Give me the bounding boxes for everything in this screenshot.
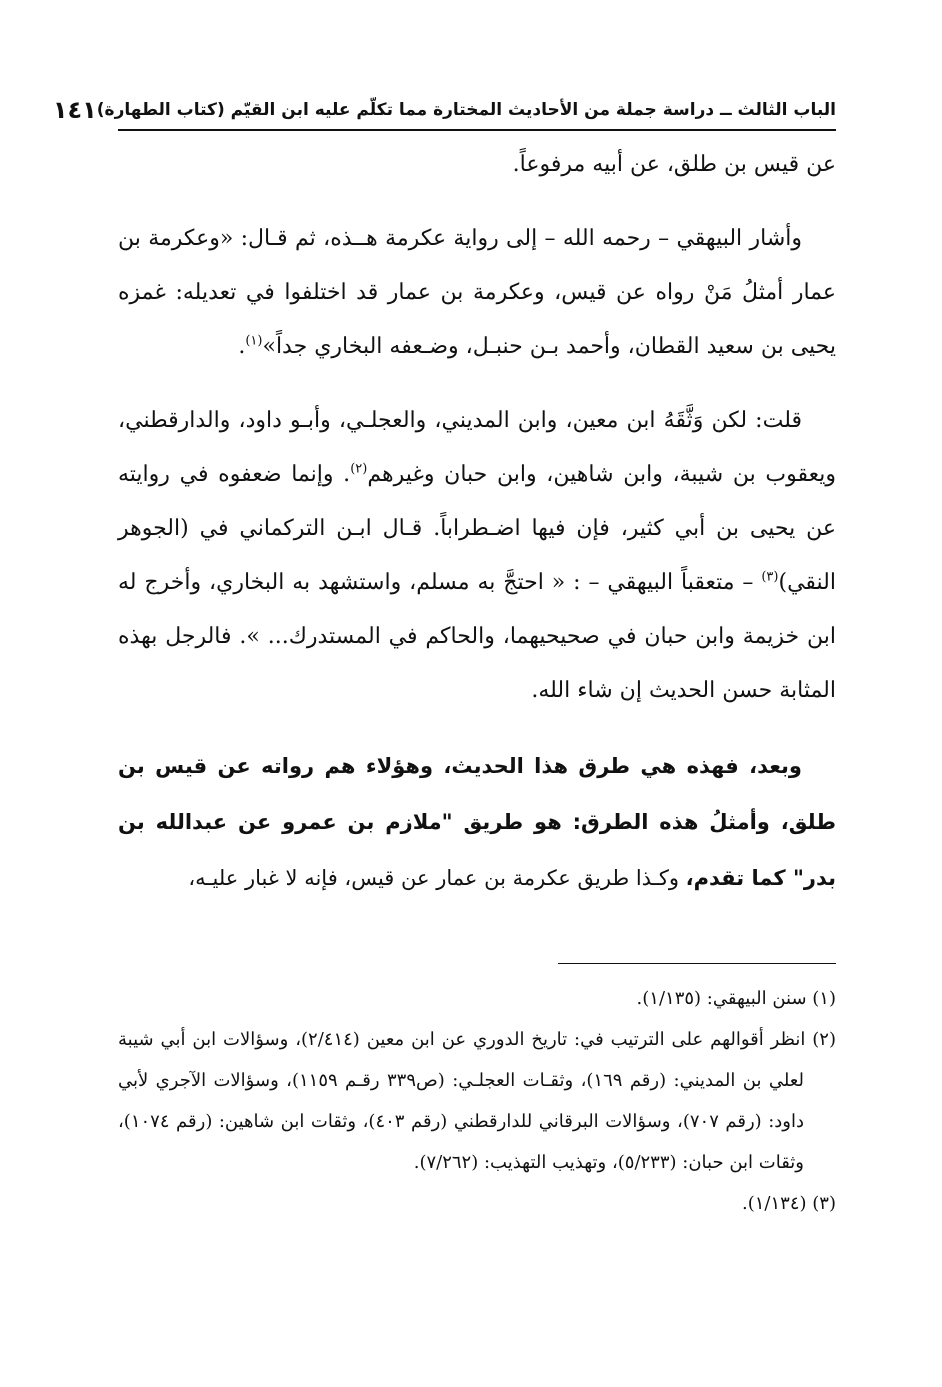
footnote-2: (٢) انظر أقوالهم على الترتيب في: تاريخ الدوري عن ابن معين (٢/٤١٤)، وسؤالات ابن أبي شيبة لعلي بن المديني: (رقم ١٦٩)، وثقـات العجلـي: (ص٣٣٩ رقـم ١١٥٩)، وسؤالات الآجري لأبي داود: (رقم ٧٠٧)، وسؤالات البرقاني للدارقطني (رقم ٤٠٣)، وثقات ابن شاهين: (رقم ١٠٧٤)، وثقات ابن حبان: (٥/٢٣٣)، وتهذيب التهذيب: (٧/٢٦٢).: [118, 1029, 836, 1173]
header-divider: [118, 129, 836, 131]
footnote-1: (١) سنن البيهقي: (١/١٣٥).: [636, 988, 836, 1009]
footnotes: [118, 978, 836, 1224]
paragraph-4-bold: وبعد، فهذه هي طرق هذا الحديث، وهؤلاء هم رواته عن قيس بن طلق، وأمثلُ هذه الطرق: هو طريق "ملازم بن عمرو عن عبدالله بن بدر" كما تقدم، وكـذا طريق عكرمة بن عمار عن قيس، فإنه لا غبار عليـه،: [118, 754, 836, 890]
footnote-divider: [558, 963, 836, 964]
paragraph-2: وأشار البيهقي – رحمه الله – إلى رواية عكرمة هــذه، ثم قـال: «وعكرمة بن عمار أمثلُ مَنْ رواه عن قيس، وعكرمة بن عمار قد اختلفوا في تعديله: غمزه يحيى بن سعيد القطان، وأحمد بـن حنبـل، وضـعفه البخاري جداً»$^{(١)}$.: [118, 226, 836, 359]
running-header: [52, 92, 836, 128]
footnote-ref-3[interactable]: (٣): [761, 569, 779, 585]
footnote-3: (٣) (١/١٣٤).: [742, 1193, 836, 1214]
header-title: الباب الثالث ــ دراسة جملة من الأحاديث المختارة مما تكلّم عليه ابن القيّم (كتاب الطهارة): [96, 100, 836, 120]
paragraph-3: قلت: لكن وَثَّقَهُ ابن معين، وابن المديني، والعجلـي، وأبـو داود، والدارقطني، ويعقوب بن شيبة، وابن شاهين، وابن حبان وغيرهم$^{(٢)}$. وإنما ضعفوه في روايته عن يحيى بن أبي كثير، فإن فيها اضـطراباً. قـال ابـن التركماني في (الجوهر النقي)$^{(٣)}$ – متعقباً البيهقي – : « احتجَّ به مسلم، واستشهد به البخاري، وأخرج له ابن خزيمة وابن حبان في صحيحيهما، والحاكم في المستدرك... ». فالرجل بهذه المثابة حسن الحديث إن شاء الله.: [118, 408, 836, 703]
paragraph-1: عن قيس بن طلق، عن أبيه مرفوعاً.: [512, 152, 836, 177]
footnote-ref-1[interactable]: (١): [245, 333, 263, 349]
main-text: [118, 138, 836, 906]
page-number: ١٤١: [52, 96, 97, 124]
footnote-ref-2[interactable]: (٢): [350, 461, 368, 477]
